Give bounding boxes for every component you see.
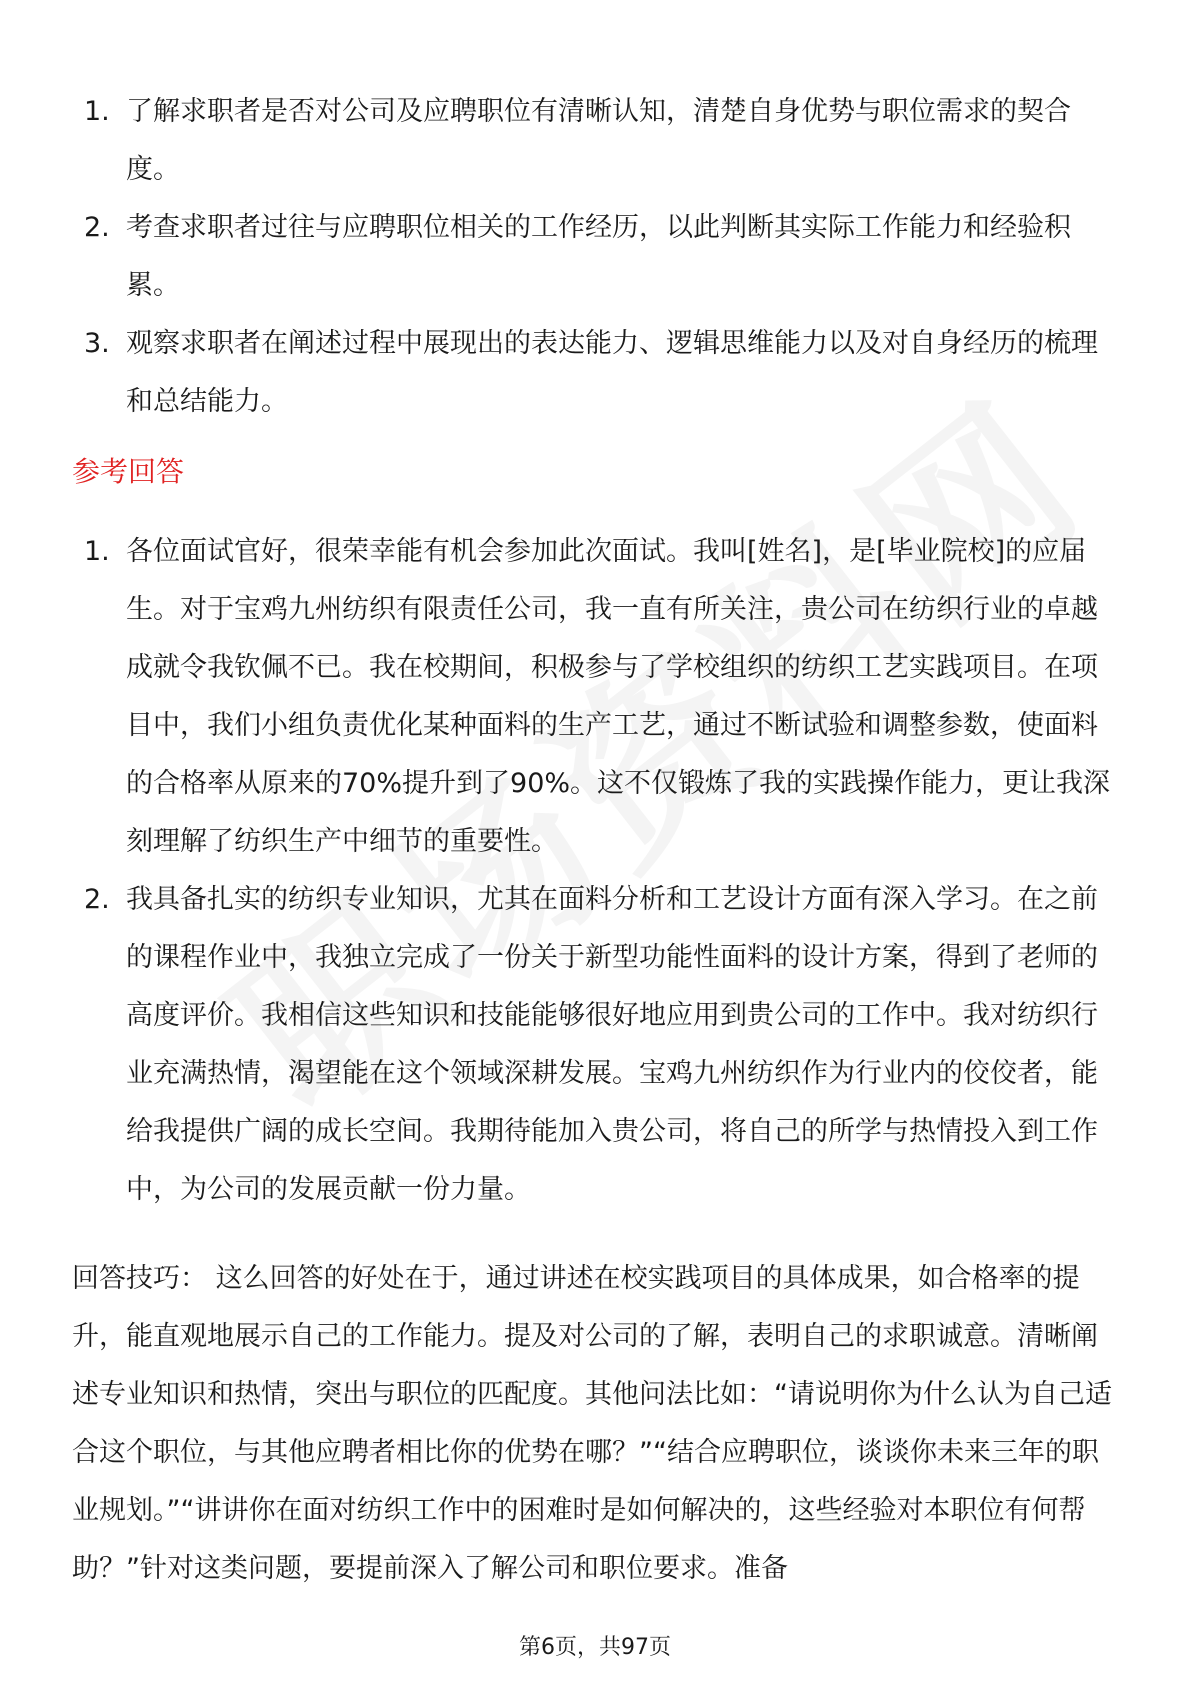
list-item <box>84 199 1114 315</box>
answer-tips-paragraph: 回答技巧： 这么回答的好处在于，通过讲述在校实践项目的具体成果，如合格率的提升，能直观地展示自己的工作能力。提及对公司的了解，表明自己的求职诚意。清晰阐述专业知识和热情，突出与职位的匹配度。其他问法比如：“请说明你为什么认为自己适合这个职位，与其他应聘者相比你的优势在哪？”“结合应聘职位，谈谈你未来三年的职业规划。”“讲讲你在面对纺织工作中的困难时是如何解决的，这些经验对本职位有何帮助？”针对这类问题，要提前深入了解公司和职位要求。准备 <box>72 1263 1112 1584</box>
list-item <box>84 315 1114 431</box>
list-text: 考查求职者过往与应聘职位相关的工作经历，以此判断其实际工作能力和经验积累。 <box>126 212 1071 301</box>
list-item <box>84 523 1114 871</box>
list-number: 2. <box>84 212 110 243</box>
list-text: 各位面试官好，很荣幸能有机会参加此次面试。我叫[姓名]，是[毕业院校]的应届生。对于宝鸡九州纺织有限责任公司，我一直有所关注，贵公司在纺织行业的卓越成就令我钦佩不已。我在校期间，积极参与了学校组织的纺织工艺实践项目。在项目中，我们小组负责优化某种面料的生产工艺，通过不断试验和调整参数，使面料的合格率从原来的70%提升到了90%。这不仅锻炼了我的实践操作能力，更让我深刻理解了纺织生产中细节的重要性。 <box>126 536 1111 857</box>
reference-answer-heading: 参考回答 <box>72 455 185 488</box>
list-item <box>84 871 1114 1219</box>
reference-answer-list <box>84 523 1114 1219</box>
list-text: 了解求职者是否对公司及应聘职位有清晰认知，清楚自身优势与职位需求的契合度。 <box>126 96 1071 185</box>
page-number: 第6页，共97页 <box>519 1635 671 1660</box>
list-number: 2. <box>84 884 110 915</box>
question-purpose-list <box>84 83 1114 431</box>
list-text: 观察求职者在阐述过程中展现出的表达能力、逻辑思维能力以及对自身经历的梳理和总结能力。 <box>126 328 1098 417</box>
list-number: 3. <box>84 328 110 359</box>
list-item <box>84 83 1114 199</box>
list-number: 1. <box>84 536 110 567</box>
list-number: 1. <box>84 96 110 127</box>
list-text: 我具备扎实的纺织专业知识，尤其在面料分析和工艺设计方面有深入学习。在之前的课程作业中，我独立完成了一份关于新型功能性面料的设计方案，得到了老师的高度评价。我相信这些知识和技能能够很好地应用到贵公司的工作中。我对纺织行业充满热情，渴望能在这个领域深耕发展。宝鸡九州纺织作为行业内的佼佼者，能给我提供广阔的成长空间。我期待能加入贵公司，将自己的所学与热情投入到工作中，为公司的发展贡献一份力量。 <box>126 884 1098 1205</box>
